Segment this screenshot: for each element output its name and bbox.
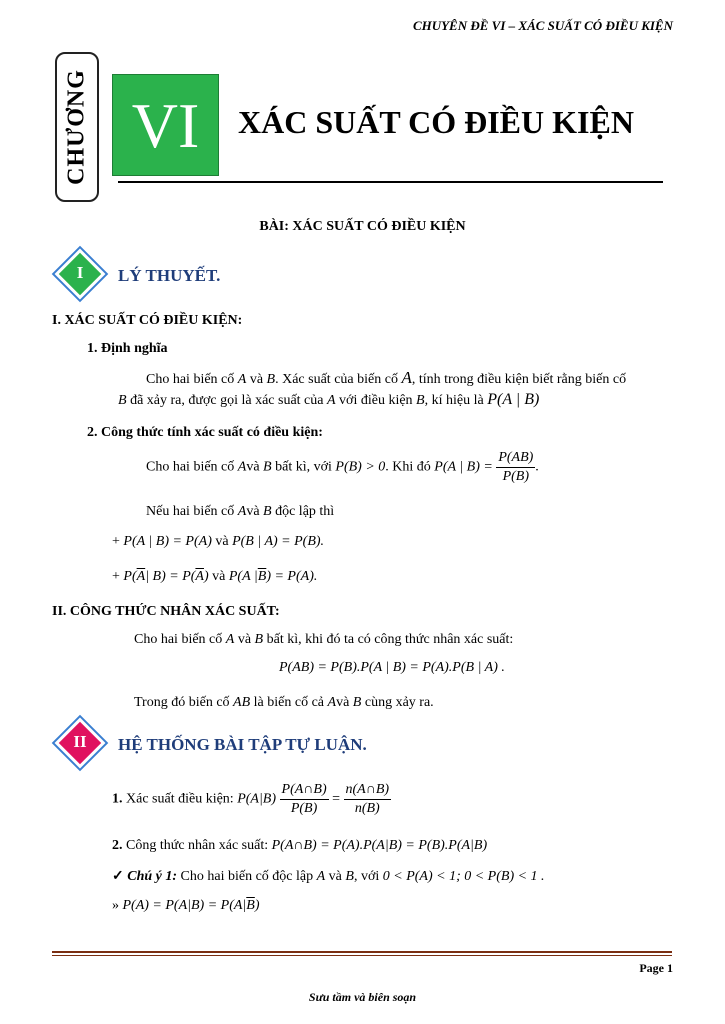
bullet-icon: »	[112, 898, 119, 913]
independence-rule-1: + P(A | B) = P(A) và P(B | A) = P(B).	[112, 534, 325, 549]
summary-fraction-2: $\frac{n(A\cap B)}{n(B)}$	[345, 782, 390, 816]
badge-number: II	[73, 732, 87, 751]
heading-conditional-probability: I. XÁC SUẤT CÓ ĐIỀU KIỆN:	[52, 313, 243, 328]
check-icon: ✓	[112, 869, 124, 884]
footer-divider-thin	[52, 955, 672, 956]
definition-line-2: B đã xảy ra, được gọi là xác suất của A với điều kiện B, kí hiệu là P(A | B)	[118, 391, 540, 408]
lesson-title: BÀI: XÁC SUẤT CÓ ĐIỀU KIỆN	[259, 219, 466, 234]
independence-rule-2: + $P(\overline{A}|$ $B) = P(\overline{A})$ và P(A $|\overline{B}) = P(A)$.	[112, 569, 318, 584]
conditional-fraction: $\frac{P(AB)}{P(B)}$	[498, 450, 534, 484]
summary-item-2: 2. Công thức nhân xác suất: P(A∩B) = P(A).P(A|B) = P(B).P(A|B)	[112, 838, 488, 853]
note-consequence: » $P(A) = P(A|B) = P(A|\overline{B})$	[112, 898, 260, 913]
chapter-title: XÁC SUẤT CÓ ĐIỀU KIỆN	[238, 104, 634, 140]
section-badge-2	[47, 720, 113, 766]
summary-fraction-1: $\frac{P(A\cap B)}{P(B)}$	[281, 782, 327, 816]
multiplication-formula: P(AB) = P(B).P(A | B) = P(A).P(B | A) .	[279, 660, 505, 675]
footer-divider	[52, 951, 672, 953]
chapter-divider	[118, 181, 663, 183]
section-heading-exercises: HỆ THỐNG BÀI TẬP TỰ LUẬN.	[118, 735, 367, 754]
definition-line-1: Cho hai biến cố A và B. Xác suất của biến cố A, tính trong điều kiện biết rằng biến cố	[146, 368, 627, 387]
multiplication-explanation: Trong đó biến cố AB là biến cố cả Avà B cùng xảy ra.	[134, 695, 434, 710]
running-header: CHUYÊN ĐỀ VI – XÁC SUẤT CÓ ĐIỀU KIỆN	[412, 18, 673, 33]
note-line: ✓ Chú ý 1: Cho hai biến cố độc lập A và B, với 0 < P(A) < 1; 0 < P(B) < 1 .	[112, 869, 545, 884]
section-heading-theory: LÝ THUYẾT.	[118, 266, 221, 285]
chapter-number: VI	[112, 74, 219, 176]
chapter-label: CHƯƠNG	[63, 69, 90, 185]
multiplication-intro: Cho hai biến cố A và B bất kì, khi đó ta có công thức nhân xác suất:	[134, 632, 514, 647]
heading-definition: 1. Định nghĩa	[87, 341, 168, 356]
independence-intro: Nếu hai biến cố Avà B độc lập thì	[146, 504, 335, 519]
chapter-label-box	[55, 52, 99, 202]
badge-number: I	[76, 263, 84, 282]
summary-item-1: 1. Xác suất điều kiện: P(A|B) $\frac{P(A\cap B)}{P(B)}$ = $\frac{n(A\cap B)}{n(B)}$	[112, 782, 390, 816]
section-badge-1	[47, 251, 113, 297]
conditional-formula-line: Cho hai biến cố Avà B bất kì, với P(B) > 0. Khi đó P(A | B) = $\frac{P(AB)}{P(B)}$ .	[146, 450, 539, 484]
heading-formula: 2. Công thức tính xác suất có điều kiện:	[87, 425, 323, 440]
page-number: Page 1	[639, 961, 673, 975]
footer-note: Sưu tầm và biên soạn	[308, 990, 417, 1004]
heading-multiplication-rule: II. CÔNG THỨC NHÂN XÁC SUẤT:	[52, 604, 280, 619]
